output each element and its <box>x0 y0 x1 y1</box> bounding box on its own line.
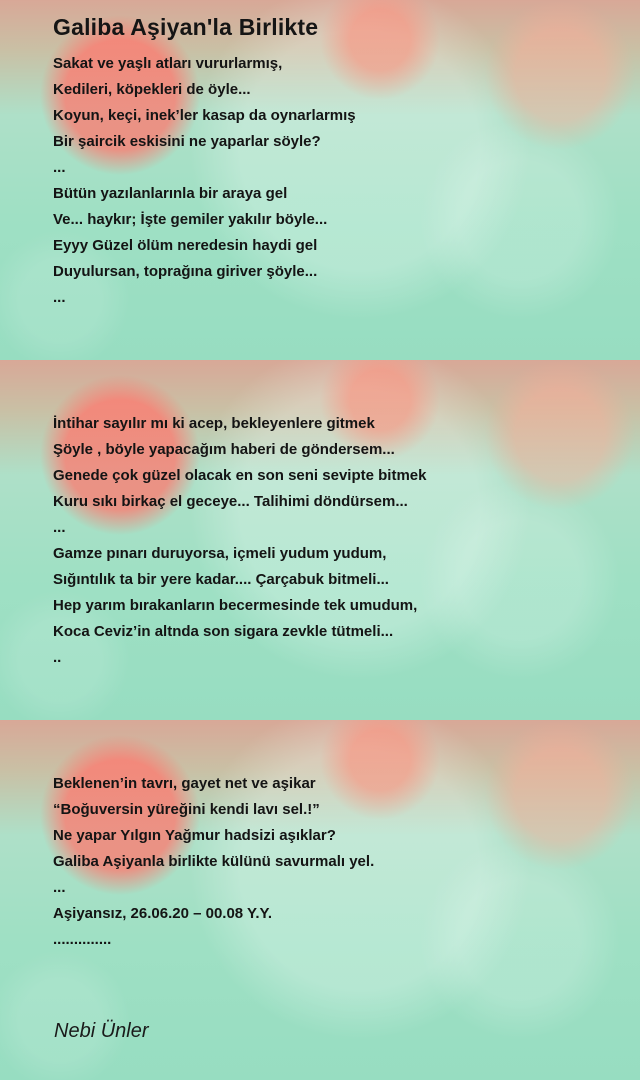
stanza-1 <box>53 51 356 311</box>
stanza-3 <box>53 771 374 953</box>
stanza-2 <box>53 411 426 671</box>
poem-line: Duyulursan, toprağına giriver şöyle... <box>53 263 318 280</box>
poem-line: İntihar sayılır mı ki acep, bekleyenlere gitmek <box>53 415 375 432</box>
poem-line: Aşiyansız, 26.06.20 – 00.08 Y.Y. <box>53 905 273 922</box>
poem-line: Sakat ve yaşlı atları vururlarmış, <box>53 55 283 72</box>
poem-line: ... <box>53 879 66 896</box>
poem-line: .............. <box>53 931 112 948</box>
poem-line: ... <box>53 519 66 536</box>
poem-line: Kuru sıkı birkaç el geceye... Talihimi döndürsem... <box>53 493 408 510</box>
poem-line: Bütün yazılanlarınla bir araya gel <box>53 185 288 202</box>
poem-line: Gamze pınarı duruyorsa, içmeli yudum yudum, <box>53 545 387 562</box>
poem-panel-2 <box>0 360 640 720</box>
poem-panel-3 <box>0 720 640 1080</box>
poem-line: “Boğuversin yüreğini kendi lavı sel.!” <box>53 801 320 818</box>
poem-line: Genede çok güzel olacak en son seni sevipte bitmek <box>53 467 427 484</box>
poem-line: Galiba Aşiyanla birlikte külünü savurmalı yel. <box>53 853 375 870</box>
poem-line: ... <box>53 159 66 176</box>
poem-panel-1 <box>0 0 640 360</box>
poem-line: ... <box>53 289 66 306</box>
poem-line: Eyyy Güzel ölüm neredesin haydi gel <box>53 237 318 254</box>
poem-line: Kedileri, köpekleri de öyle... <box>53 81 251 98</box>
poem-line: Ve... haykır; İşte gemiler yakılır böyle... <box>53 211 328 228</box>
poem-line: Sığıntılık ta bir yere kadar.... Çarçabuk bitmeli... <box>53 571 389 588</box>
poem-author: Nebi Ünler <box>54 1020 149 1042</box>
poem-line: Koyun, keçi, inek’ler kasap da oynarlarmış <box>53 107 356 124</box>
poem-line: Beklenen’in tavrı, gayet net ve aşikar <box>53 775 316 792</box>
poem-line: Şöyle , böyle yapacağım haberi de göndersem... <box>53 441 395 458</box>
poem-line: .. <box>53 649 62 666</box>
poem-line: Hep yarım bırakanların becermesinde tek umudum, <box>53 597 418 614</box>
poem-line: Ne yapar Yılgın Yağmur hadsizi aşıklar? <box>53 827 336 844</box>
poem-title: Galiba Aşiyan'la Birlikte <box>53 14 319 40</box>
poem-line: Bir şaircik eskisini ne yaparlar söyle? <box>53 133 321 150</box>
poem-line: Koca Ceviz’in altnda son sigara zevkle tütmeli... <box>53 623 394 640</box>
